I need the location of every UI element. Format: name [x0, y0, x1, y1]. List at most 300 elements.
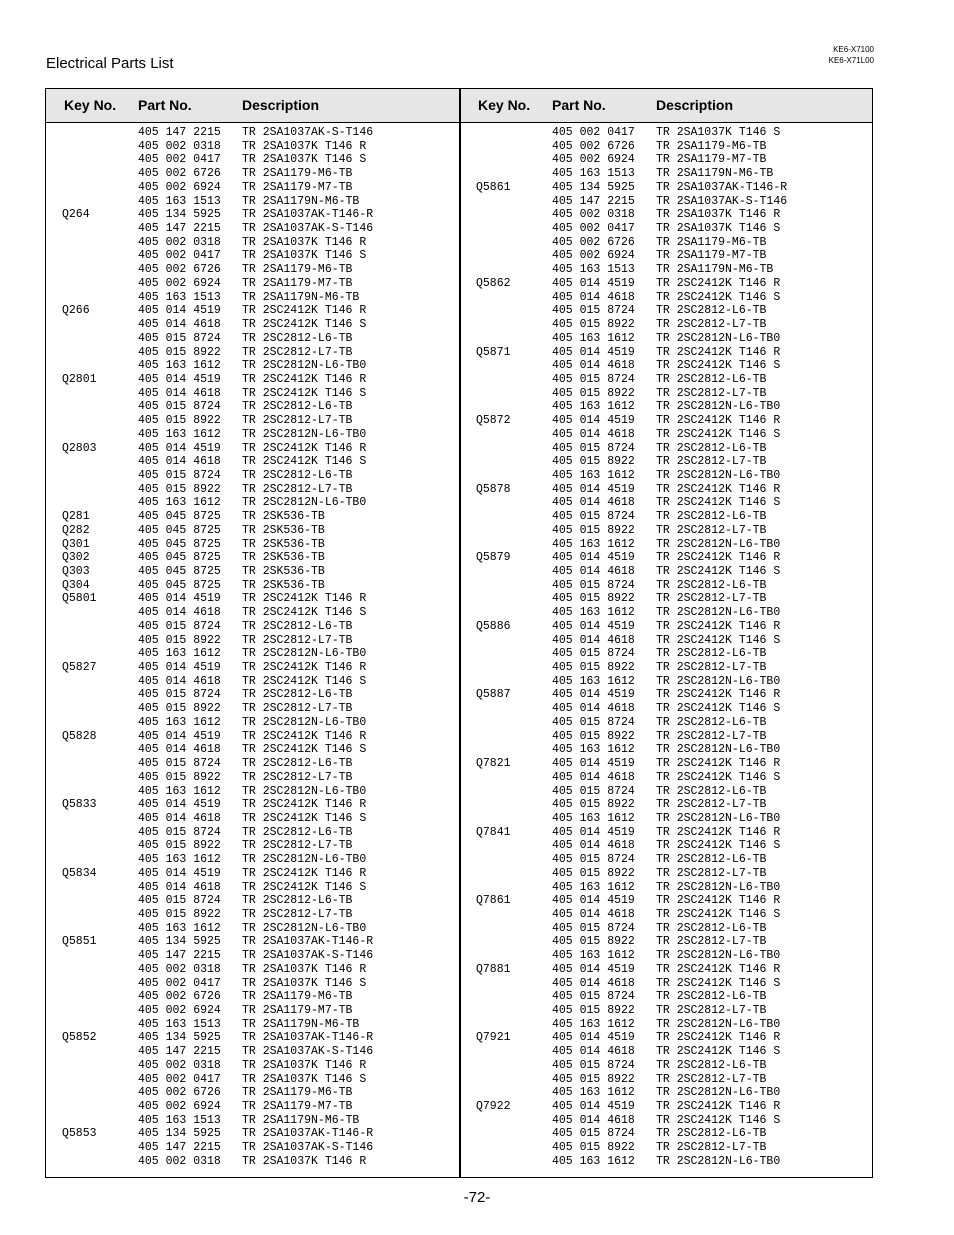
- part-no-cell: 405 015 8922: [552, 798, 635, 812]
- description-cell: TR 2SC2812-L6-TB: [656, 1058, 767, 1072]
- key-no-cell: Q5801: [62, 592, 97, 606]
- description-cell: TR 2SC2412K T146 R: [242, 729, 367, 743]
- description-cell: TR 2SA1037K T146 R: [242, 139, 367, 153]
- description-cell: TR 2SC2812-L7-TB: [656, 523, 767, 537]
- key-no-cell: Q5862: [476, 276, 511, 290]
- part-no-cell: 405 014 4618: [552, 496, 635, 510]
- description-cell: TR 2SC2812N-L6-TB0: [656, 1017, 781, 1031]
- description-cell: TR 2SC2812N-L6-TB0: [656, 1086, 781, 1100]
- part-no-cell: 405 014 4519: [138, 798, 221, 812]
- key-no-cell: Q5879: [476, 551, 511, 565]
- description-cell: TR 2SC2812N-L6-TB0: [656, 468, 781, 482]
- part-no-cell: 405 015 8922: [138, 907, 221, 921]
- description-cell: TR 2SC2412K T146 R: [656, 757, 781, 771]
- description-cell: TR 2SC2812-L7-TB: [242, 770, 353, 784]
- part-no-cell: 405 002 0318: [552, 208, 635, 222]
- description-cell: TR 2SC2412K T146 S: [656, 907, 781, 921]
- part-no-cell: 405 002 6726: [138, 167, 221, 181]
- part-no-cell: 405 147 2215: [138, 222, 221, 236]
- part-no-cell: 405 163 1612: [552, 949, 635, 963]
- description-cell: TR 2SC2412K T146 R: [656, 688, 781, 702]
- description-cell: TR 2SA1037AK-S-T146: [242, 126, 374, 139]
- part-no-cell: 405 002 0318: [138, 1154, 221, 1168]
- parts-table: [45, 88, 873, 1178]
- description-cell: TR 2SA1037K T146 S: [242, 1072, 367, 1086]
- part-no-cell: 405 014 4519: [138, 592, 221, 606]
- key-no-cell: Q5872: [476, 414, 511, 428]
- part-no-cell: 405 163 1612: [552, 537, 635, 551]
- part-no-cell: 405 147 2215: [138, 1045, 221, 1059]
- part-no-cell: 405 002 6726: [138, 1086, 221, 1100]
- description-cell: TR 2SC2412K T146 R: [242, 661, 367, 675]
- description-cell: TR 2SC2412K T146 R: [656, 482, 781, 496]
- part-no-cell: 405 163 1513: [552, 263, 635, 277]
- part-no-cell: 405 002 6726: [552, 139, 635, 153]
- key-no-cell: Q5861: [476, 180, 511, 194]
- part-no-cell: 405 014 4618: [138, 743, 221, 757]
- key-no-cell: Q5887: [476, 688, 511, 702]
- part-no-cell: 405 014 4618: [138, 606, 221, 620]
- part-no-cell: 405 015 8922: [552, 935, 635, 949]
- description-cell: TR 2SC2412K T146 R: [242, 441, 367, 455]
- key-no-cell: Q282: [62, 523, 90, 537]
- part-no-cell: 405 015 8724: [552, 510, 635, 524]
- part-no-cell: 405 014 4618: [552, 976, 635, 990]
- description-cell: TR 2SC2812-L6-TB: [656, 853, 767, 867]
- part-no-cell: 405 163 1612: [138, 496, 221, 510]
- description-cell: TR 2SA1179-M7-TB: [656, 153, 767, 167]
- part-no-cell: 405 002 0417: [138, 1072, 221, 1086]
- key-no-cell: Q5851: [62, 935, 97, 949]
- description-cell: TR 2SC2412K T146 S: [656, 1113, 781, 1127]
- description-cell: TR 2SC2812-L6-TB: [656, 784, 767, 798]
- description-cell: TR 2SA1179-M7-TB: [242, 276, 353, 290]
- part-no-cell: 405 134 5925: [138, 1031, 221, 1045]
- description-cell: TR 2SC2812-L6-TB: [242, 688, 353, 702]
- part-no-cell: 405 002 0417: [552, 222, 635, 236]
- description-cell: TR 2SA1179N-M6-TB: [242, 290, 360, 304]
- description-cell: TR 2SA1179-M6-TB: [656, 235, 767, 249]
- description-cell: TR 2SC2812N-L6-TB0: [242, 715, 367, 729]
- description-cell: TR 2SC2412K T146 S: [656, 290, 781, 304]
- description-cell: TR 2SC2812N-L6-TB0: [242, 921, 367, 935]
- description-cell: TR 2SA1037AK-S-T146: [242, 222, 374, 236]
- part-no-cell: 405 015 8922: [552, 1004, 635, 1017]
- description-cell: TR 2SK536-TB: [242, 537, 325, 551]
- description-cell: TR 2SC2812N-L6-TB0: [242, 427, 367, 441]
- part-no-cell: 405 002 0417: [138, 153, 221, 167]
- part-no-cell: 405 015 8922: [552, 386, 635, 400]
- part-no-cell: 405 163 1612: [552, 468, 635, 482]
- description-cell: TR 2SA1037K T146 S: [242, 976, 367, 990]
- description-cell: TR 2SC2812N-L6-TB0: [242, 647, 367, 661]
- description-cell: TR 2SC2812N-L6-TB0: [242, 496, 367, 510]
- part-no-cell: 405 002 0417: [138, 249, 221, 263]
- model-codes: [829, 44, 874, 66]
- part-no-cell: 405 002 0417: [552, 126, 635, 139]
- part-no-cell: 405 163 1513: [138, 1113, 221, 1127]
- part-no-cell: 405 015 8922: [552, 1141, 635, 1155]
- part-no-cell: 405 015 8724: [552, 784, 635, 798]
- description-cell: TR 2SC2412K T146 S: [656, 839, 781, 853]
- key-no-cell: Q7861: [476, 894, 511, 908]
- part-no-cell: 405 014 4618: [138, 318, 221, 332]
- description-cell: TR 2SC2812-L7-TB: [656, 386, 767, 400]
- part-no-cell: 405 015 8724: [138, 400, 221, 414]
- part-no-cell: 405 134 5925: [552, 180, 635, 194]
- part-no-cell: 405 015 8922: [138, 482, 221, 496]
- description-cell: TR 2SA1179-M7-TB: [242, 180, 353, 194]
- part-no-cell: 405 134 5925: [138, 1127, 221, 1141]
- part-no-cell: 405 014 4519: [552, 345, 635, 359]
- part-no-cell: 405 163 1612: [552, 1017, 635, 1031]
- part-no-cell: 405 015 8922: [552, 592, 635, 606]
- description-cell: TR 2SC2812-L7-TB: [242, 907, 353, 921]
- part-no-cell: 405 015 8724: [138, 757, 221, 771]
- description-cell: TR 2SA1037AK-S-T146: [242, 1141, 374, 1155]
- part-no-cell: 405 014 4519: [552, 688, 635, 702]
- part-no-cell: 405 147 2215: [138, 949, 221, 963]
- description-cell: TR 2SA1179-M7-TB: [242, 1100, 353, 1114]
- part-no-cell: 405 015 8724: [552, 853, 635, 867]
- part-no-cell: 405 045 8725: [138, 565, 221, 578]
- description-cell: TR 2SC2412K T146 S: [656, 1045, 781, 1059]
- part-no-cell: 405 014 4519: [138, 304, 221, 318]
- description-cell: TR 2SC2412K T146 S: [242, 386, 367, 400]
- part-no-cell: 405 163 1513: [138, 1017, 221, 1031]
- part-no-cell: 405 002 6924: [138, 180, 221, 194]
- description-cell: TR 2SC2412K T146 R: [656, 345, 781, 359]
- part-no-cell: 405 163 1612: [552, 1086, 635, 1100]
- part-no-cell: 405 014 4618: [552, 1113, 635, 1127]
- part-no-cell: 405 014 4618: [138, 455, 221, 469]
- description-cell: TR 2SA1037AK-T146-R: [242, 208, 374, 222]
- description-cell: TR 2SC2812N-L6-TB0: [242, 359, 367, 373]
- part-no-cell: 405 014 4618: [138, 674, 221, 688]
- description-cell: TR 2SA1179-M6-TB: [242, 263, 353, 277]
- description-cell: TR 2SC2412K T146 S: [656, 496, 781, 510]
- part-no-cell: 405 014 4519: [552, 1031, 635, 1045]
- description-cell: TR 2SA1037AK-T146-R: [242, 1031, 374, 1045]
- description-cell: TR 2SC2412K T146 R: [656, 825, 781, 839]
- part-no-cell: 405 002 6924: [552, 249, 635, 263]
- description-cell: TR 2SC2812-L7-TB: [656, 866, 767, 880]
- description-cell: TR 2SC2812-L7-TB: [242, 345, 353, 359]
- key-no-cell: Q5827: [62, 661, 97, 675]
- part-no-cell: 405 015 8922: [552, 866, 635, 880]
- description-cell: TR 2SC2412K T146 S: [656, 770, 781, 784]
- description-cell: TR 2SC2812-L6-TB: [656, 1127, 767, 1141]
- part-no-cell: 405 015 8922: [552, 1072, 635, 1086]
- description-cell: TR 2SC2412K T146 S: [656, 976, 781, 990]
- description-cell: TR 2SC2812N-L6-TB0: [656, 880, 781, 894]
- part-no-cell: 405 015 8922: [138, 770, 221, 784]
- part-no-cell: 405 014 4519: [552, 482, 635, 496]
- description-cell: TR 2SA1037AK-S-T146: [242, 949, 374, 963]
- description-cell: TR 2SC2812N-L6-TB0: [242, 784, 367, 798]
- description-cell: TR 2SC2812-L7-TB: [242, 414, 353, 428]
- description-cell: TR 2SC2812-L6-TB: [242, 400, 353, 414]
- description-cell: TR 2SK536-TB: [242, 565, 325, 578]
- description-cell: TR 2SA1037K T146 S: [242, 153, 367, 167]
- description-cell: TR 2SC2812-L6-TB: [242, 894, 353, 908]
- part-no-cell: 405 015 8724: [552, 715, 635, 729]
- key-no-cell: Q266: [62, 304, 90, 318]
- part-no-cell: 405 163 1612: [138, 784, 221, 798]
- description-cell: TR 2SC2412K T146 R: [656, 551, 781, 565]
- description-cell: TR 2SA1037K T146 R: [242, 235, 367, 249]
- part-no-cell: 405 014 4519: [138, 441, 221, 455]
- part-no-cell: 405 015 8724: [552, 441, 635, 455]
- description-cell: TR 2SC2412K T146 S: [656, 359, 781, 373]
- part-no-cell: 405 014 4519: [552, 276, 635, 290]
- description-cell: TR 2SC2412K T146 R: [656, 1031, 781, 1045]
- description-cell: TR 2SK536-TB: [242, 510, 325, 524]
- part-no-cell: 405 014 4618: [552, 633, 635, 647]
- part-no-cell: 405 014 4519: [552, 551, 635, 565]
- part-no-cell: 405 015 8724: [552, 578, 635, 592]
- part-no-cell: 405 163 1612: [552, 743, 635, 757]
- description-cell: TR 2SC2812N-L6-TB0: [656, 606, 781, 620]
- key-no-cell: Q5834: [62, 866, 97, 880]
- part-no-cell: 405 015 8724: [552, 1058, 635, 1072]
- description-cell: TR 2SA1179-M7-TB: [242, 1004, 353, 1017]
- header-description: Description: [656, 97, 734, 113]
- description-cell: TR 2SC2812N-L6-TB0: [656, 537, 781, 551]
- part-no-cell: 405 163 1612: [552, 400, 635, 414]
- description-cell: TR 2SK536-TB: [242, 551, 325, 565]
- part-no-cell: 405 014 4519: [552, 1100, 635, 1114]
- page-number: -72-: [463, 1189, 491, 1206]
- part-no-cell: 405 163 1612: [138, 359, 221, 373]
- description-cell: TR 2SA1179N-M6-TB: [242, 1017, 360, 1031]
- description-cell: TR 2SC2812-L7-TB: [242, 482, 353, 496]
- description-cell: TR 2SC2412K T146 S: [242, 606, 367, 620]
- header-description: Description: [242, 97, 320, 113]
- part-no-cell: 405 015 8922: [138, 414, 221, 428]
- part-no-cell: 405 002 6726: [552, 235, 635, 249]
- description-cell: TR 2SC2812-L6-TB: [656, 990, 767, 1004]
- description-cell: TR 2SC2412K T146 S: [242, 674, 367, 688]
- part-no-cell: 405 014 4618: [552, 359, 635, 373]
- part-no-cell: 405 002 0318: [138, 962, 221, 976]
- description-cell: TR 2SA1179N-M6-TB: [242, 194, 360, 208]
- part-no-cell: 405 002 6726: [138, 263, 221, 277]
- part-no-cell: 405 014 4618: [552, 565, 635, 578]
- description-cell: TR 2SC2412K T146 S: [656, 702, 781, 716]
- description-cell: TR 2SC2812-L6-TB: [242, 468, 353, 482]
- description-cell: TR 2SC2412K T146 R: [656, 1100, 781, 1114]
- part-no-cell: 405 014 4519: [138, 372, 221, 386]
- part-no-cell: 405 014 4618: [138, 811, 221, 825]
- key-no-cell: Q2801: [62, 372, 97, 386]
- part-no-cell: 405 163 1513: [552, 167, 635, 181]
- description-cell: TR 2SC2812-L7-TB: [656, 798, 767, 812]
- key-no-cell: Q5886: [476, 619, 511, 633]
- key-no-cell: Q5828: [62, 729, 97, 743]
- part-no-cell: 405 002 6924: [138, 1100, 221, 1114]
- description-cell: TR 2SC2812-L6-TB: [242, 331, 353, 345]
- part-no-cell: 405 015 8724: [138, 688, 221, 702]
- part-no-cell: 405 163 1513: [138, 194, 221, 208]
- part-no-cell: 405 015 8922: [138, 702, 221, 716]
- description-cell: TR 2SC2412K T146 S: [656, 565, 781, 578]
- part-no-cell: 405 002 6924: [138, 1004, 221, 1017]
- part-no-cell: 405 015 8922: [138, 633, 221, 647]
- description-cell: TR 2SA1179-M6-TB: [242, 1086, 353, 1100]
- part-no-cell: 405 134 5925: [138, 208, 221, 222]
- description-cell: TR 2SC2812-L7-TB: [656, 1141, 767, 1155]
- part-no-cell: 405 014 4519: [552, 962, 635, 976]
- description-cell: TR 2SC2812N-L6-TB0: [656, 400, 781, 414]
- key-no-cell: Q304: [62, 578, 90, 592]
- description-cell: TR 2SA1179-M7-TB: [656, 249, 767, 263]
- key-no-cell: Q2803: [62, 441, 97, 455]
- description-cell: TR 2SC2812-L7-TB: [656, 1004, 767, 1017]
- description-cell: TR 2SA1179-M6-TB: [242, 990, 353, 1004]
- description-cell: TR 2SC2812-L7-TB: [656, 1072, 767, 1086]
- description-cell: TR 2SA1037K T146 S: [656, 126, 781, 139]
- part-no-cell: 405 015 8724: [138, 468, 221, 482]
- key-no-cell: Q5878: [476, 482, 511, 496]
- description-cell: TR 2SC2812N-L6-TB0: [242, 853, 367, 867]
- description-cell: TR 2SC2812-L6-TB: [656, 715, 767, 729]
- description-cell: TR 2SA1179N-M6-TB: [242, 1113, 360, 1127]
- part-no-cell: 405 015 8724: [552, 990, 635, 1004]
- description-cell: TR 2SC2812N-L6-TB0: [656, 743, 781, 757]
- part-no-cell: 405 163 1612: [552, 811, 635, 825]
- part-no-cell: 405 014 4618: [552, 839, 635, 853]
- column-divider: [459, 89, 461, 1177]
- description-cell: TR 2SC2812-L7-TB: [656, 935, 767, 949]
- part-no-cell: 405 015 8724: [552, 1127, 635, 1141]
- part-no-cell: 405 014 4618: [138, 386, 221, 400]
- description-cell: TR 2SA1037AK-S-T146: [242, 1045, 374, 1059]
- part-no-cell: 405 163 1612: [552, 331, 635, 345]
- key-no-cell: Q301: [62, 537, 90, 551]
- key-no-cell: Q281: [62, 510, 90, 524]
- part-no-cell: 405 134 5925: [138, 935, 221, 949]
- description-cell: TR 2SC2812-L6-TB: [656, 578, 767, 592]
- description-cell: TR 2SC2812N-L6-TB0: [656, 811, 781, 825]
- part-no-cell: 405 147 2215: [138, 126, 221, 139]
- part-no-cell: 405 002 0318: [138, 139, 221, 153]
- description-cell: TR 2SA1179-M6-TB: [656, 139, 767, 153]
- model-code: KE6-X7100: [833, 45, 874, 54]
- description-cell: TR 2SA1037K T146 S: [242, 249, 367, 263]
- description-cell: TR 2SA1037AK-T146-R: [656, 180, 788, 194]
- part-no-cell: 405 002 0318: [138, 1058, 221, 1072]
- part-no-cell: 405 014 4519: [552, 894, 635, 908]
- part-no-cell: 405 045 8725: [138, 523, 221, 537]
- description-cell: TR 2SC2812-L7-TB: [242, 702, 353, 716]
- key-no-cell: Q7922: [476, 1100, 511, 1114]
- part-no-cell: 405 147 2215: [552, 194, 635, 208]
- description-cell: TR 2SC2412K T146 S: [656, 427, 781, 441]
- description-cell: TR 2SA1037K T146 R: [242, 1154, 367, 1168]
- part-no-cell: 405 002 6726: [138, 990, 221, 1004]
- part-no-cell: 405 015 8922: [138, 839, 221, 853]
- description-cell: TR 2SC2812-L7-TB: [242, 839, 353, 853]
- description-cell: TR 2SC2812-L6-TB: [656, 304, 767, 318]
- part-no-cell: 405 163 1612: [138, 921, 221, 935]
- description-cell: TR 2SC2812-L7-TB: [656, 729, 767, 743]
- key-no-cell: Q7821: [476, 757, 511, 771]
- description-cell: TR 2SC2812-L7-TB: [656, 592, 767, 606]
- part-no-cell: 405 015 8724: [138, 331, 221, 345]
- description-cell: TR 2SC2412K T146 S: [242, 743, 367, 757]
- key-no-cell: Q7881: [476, 962, 511, 976]
- key-no-cell: Q5833: [62, 798, 97, 812]
- part-no-cell: 405 014 4618: [138, 880, 221, 894]
- header-part-no: Part No.: [138, 97, 192, 113]
- part-no-cell: 405 014 4618: [552, 427, 635, 441]
- description-cell: TR 2SA1037K T146 R: [242, 962, 367, 976]
- description-cell: TR 2SC2412K T146 R: [656, 894, 781, 908]
- description-cell: TR 2SA1037AK-T146-R: [242, 1127, 374, 1141]
- model-code: KE6-X71L00: [828, 56, 874, 65]
- part-no-cell: 405 147 2215: [138, 1141, 221, 1155]
- description-cell: TR 2SC2812-L6-TB: [656, 372, 767, 386]
- part-no-cell: 405 002 0417: [138, 976, 221, 990]
- description-cell: TR 2SC2412K T146 R: [656, 962, 781, 976]
- description-cell: TR 2SC2412K T146 S: [242, 811, 367, 825]
- key-no-cell: Q303: [62, 565, 90, 578]
- description-cell: TR 2SK536-TB: [242, 523, 325, 537]
- key-no-cell: Q5871: [476, 345, 511, 359]
- description-cell: TR 2SC2812-L6-TB: [242, 825, 353, 839]
- description-cell: TR 2SC2812N-L6-TB0: [656, 331, 781, 345]
- part-no-cell: 405 045 8725: [138, 510, 221, 524]
- description-cell: TR 2SC2812-L7-TB: [656, 318, 767, 332]
- description-cell: TR 2SA1037AK-T146-R: [242, 935, 374, 949]
- part-no-cell: 405 014 4618: [552, 907, 635, 921]
- part-no-cell: 405 015 8724: [552, 921, 635, 935]
- part-no-cell: 405 015 8922: [552, 729, 635, 743]
- description-cell: TR 2SA1037K T146 R: [242, 1058, 367, 1072]
- part-no-cell: 405 163 1513: [138, 290, 221, 304]
- part-no-cell: 405 045 8725: [138, 551, 221, 565]
- description-cell: TR 2SC2812N-L6-TB0: [656, 949, 781, 963]
- part-no-cell: 405 002 0318: [138, 235, 221, 249]
- part-no-cell: 405 014 4519: [552, 619, 635, 633]
- part-no-cell: 405 014 4519: [552, 825, 635, 839]
- part-no-cell: 405 015 8724: [138, 825, 221, 839]
- description-cell: TR 2SC2412K T146 R: [656, 414, 781, 428]
- part-no-cell: 405 014 4519: [552, 757, 635, 771]
- description-cell: TR 2SA1179-M6-TB: [242, 167, 353, 181]
- part-no-cell: 405 014 4519: [138, 729, 221, 743]
- header-key-no: Key No.: [64, 97, 117, 113]
- part-no-cell: 405 014 4618: [552, 290, 635, 304]
- part-no-cell: 405 002 6924: [552, 153, 635, 167]
- description-cell: TR 2SC2812-L6-TB: [242, 619, 353, 633]
- part-no-cell: 405 015 8724: [552, 647, 635, 661]
- part-no-cell: 405 163 1612: [138, 647, 221, 661]
- part-no-cell: 405 163 1612: [138, 853, 221, 867]
- part-no-cell: 405 163 1612: [138, 427, 221, 441]
- description-cell: TR 2SC2412K T146 R: [242, 372, 367, 386]
- key-no-cell: Q7841: [476, 825, 511, 839]
- part-no-cell: 405 045 8725: [138, 537, 221, 551]
- key-no-cell: Q5853: [62, 1127, 97, 1141]
- description-cell: TR 2SC2412K T146 R: [242, 798, 367, 812]
- description-cell: TR 2SC2412K T146 S: [242, 318, 367, 332]
- header-part-no: Part No.: [552, 97, 606, 113]
- description-cell: TR 2SC2412K T146 R: [242, 592, 367, 606]
- description-cell: TR 2SA1037K T146 S: [656, 222, 781, 236]
- description-cell: TR 2SA1179N-M6-TB: [656, 167, 774, 181]
